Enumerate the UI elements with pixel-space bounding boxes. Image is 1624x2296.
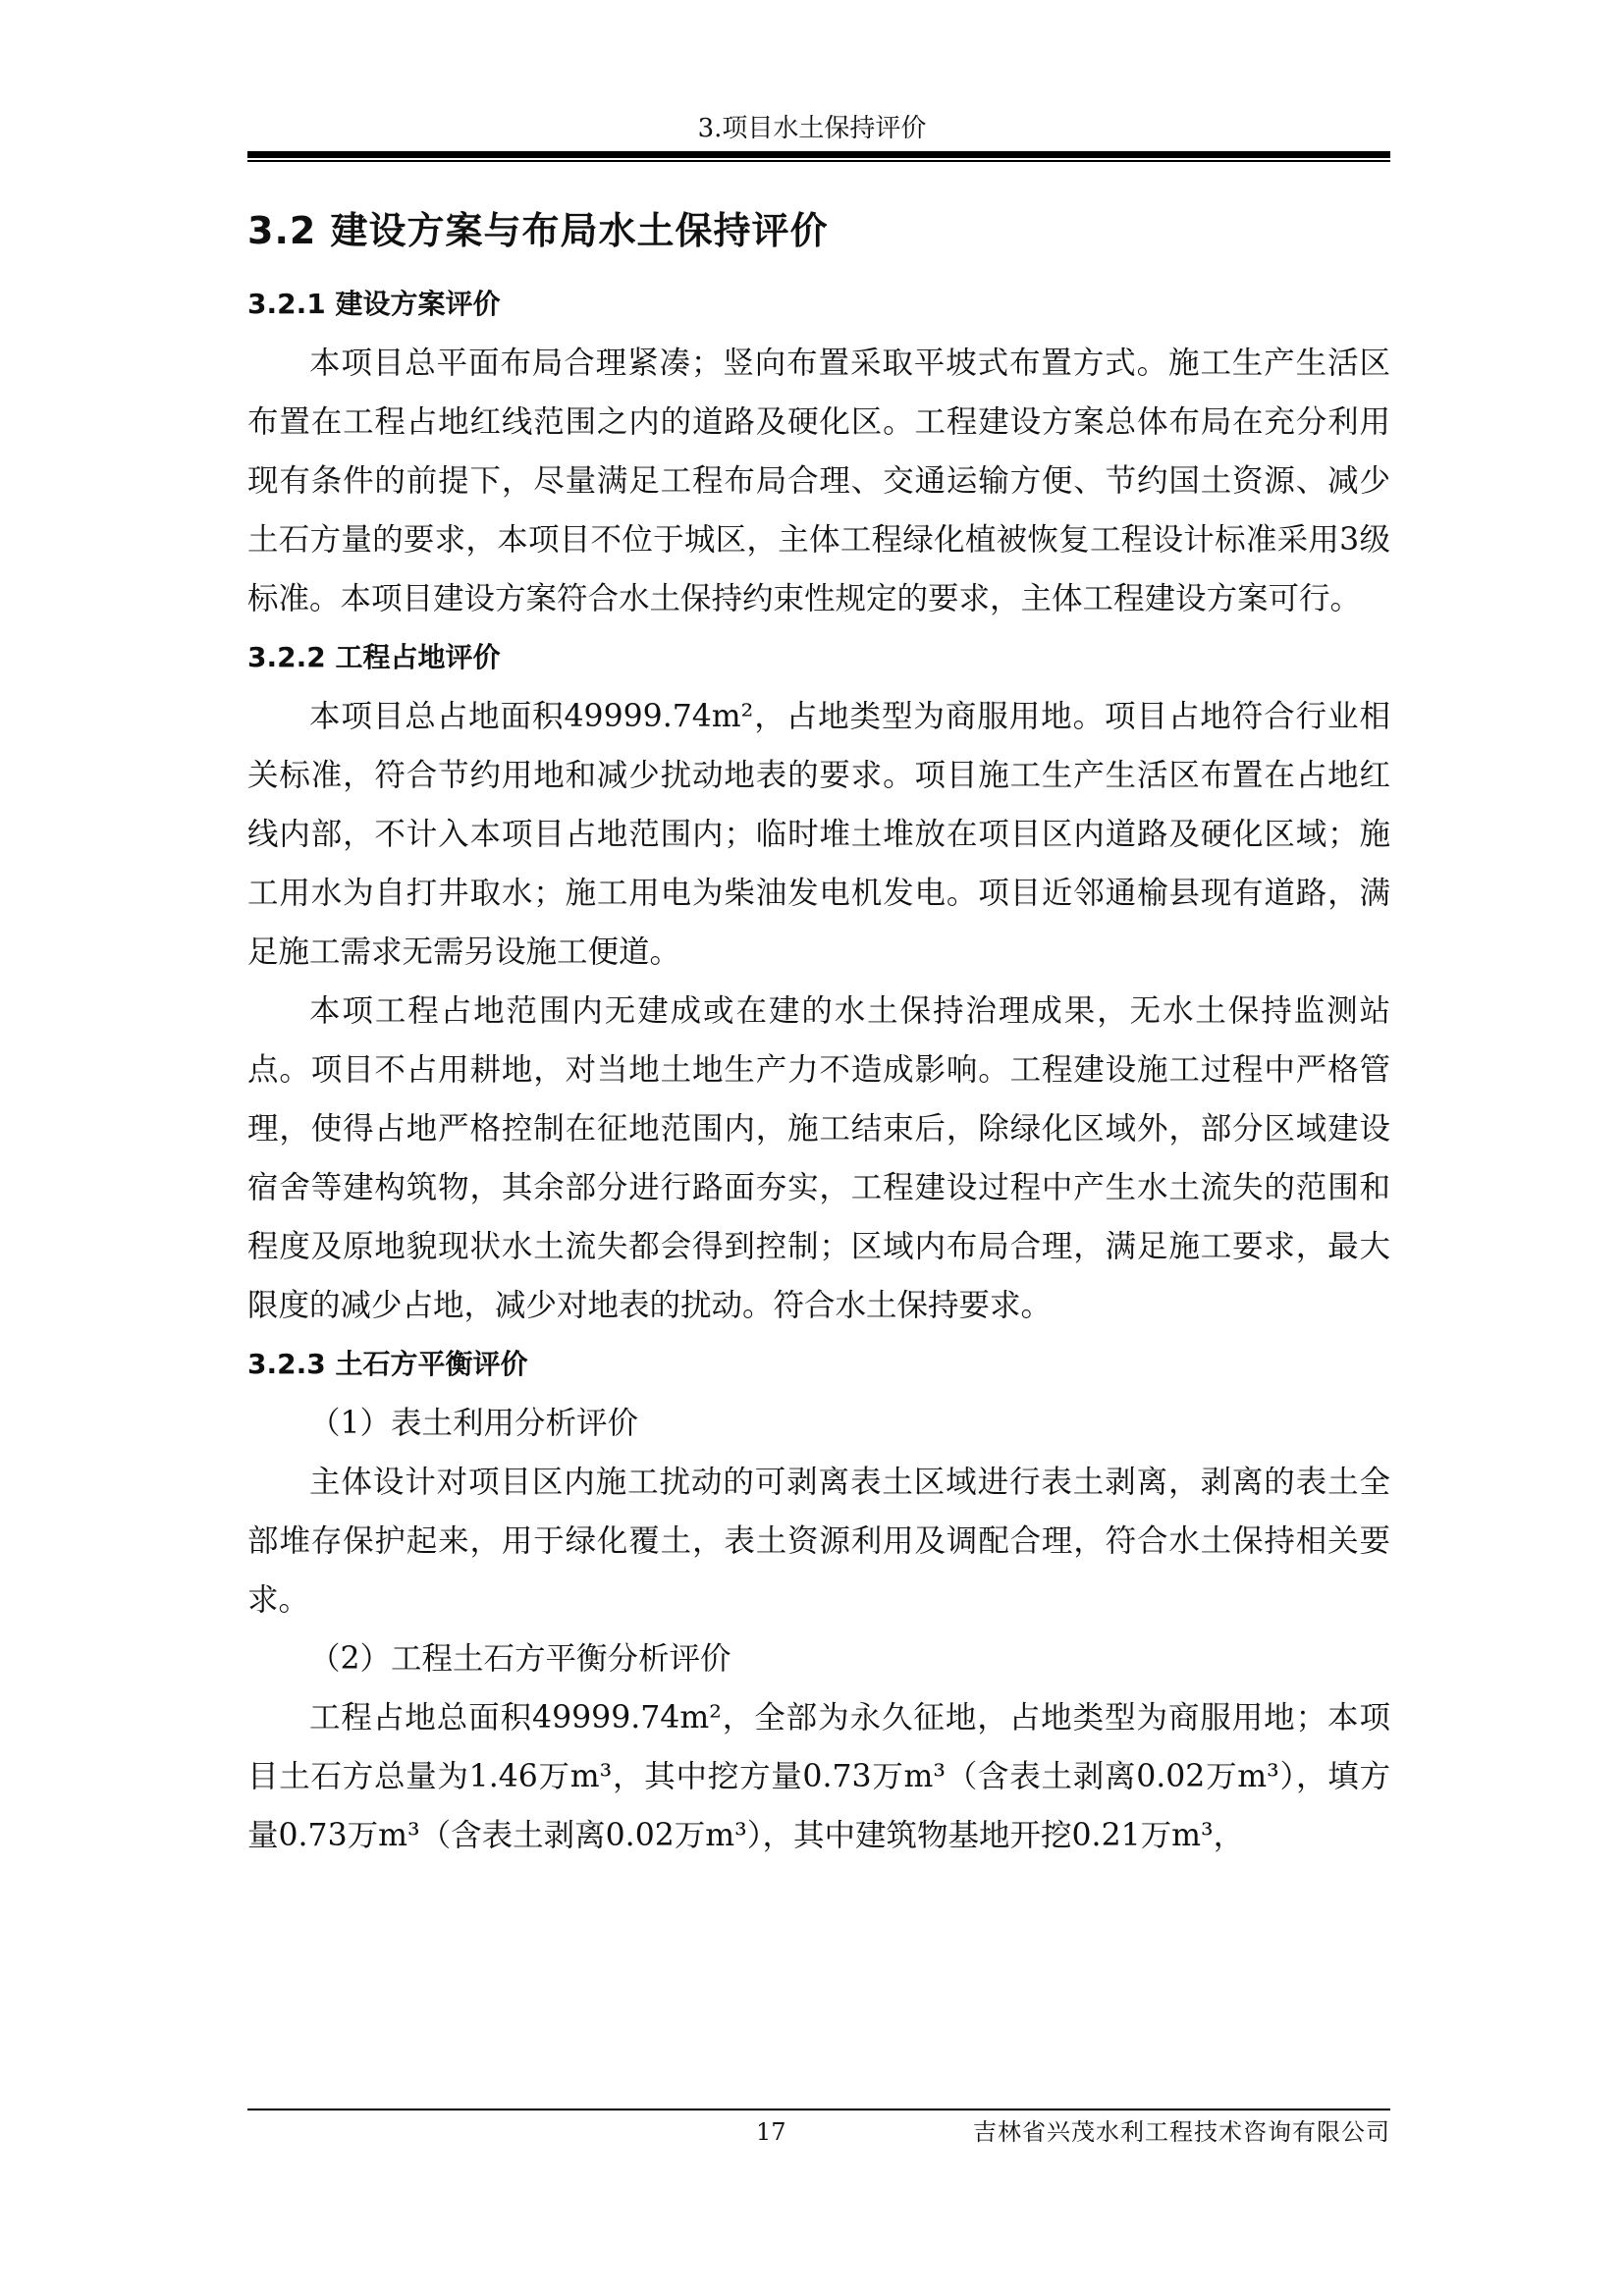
header-rule-thin [247, 160, 1390, 162]
subsection-title: 3.2.1 建设方案评价 [247, 288, 501, 320]
paragraph: 本项工程占地范围内无建成或在建的水土保持治理成果，无水土保持监测站点。项目不占用耕地，对当地土地生产力不造成影响。工程建设施工过程中严格管理，使得占地严格控制在征地范围内，施工结束后，除绿化区域外，部分区域建设宿舍等建构筑物，其余部分进行路面夯实，工程建设过程中产生水土流失的范围和程度及原地貌现状水土流失都会得到控制；区域内布局合理，满足施工要求，最大限度的减少占地，减少对地表的扰动。符合水土保持要求。 [247, 993, 1390, 1323]
header-rule-thick [247, 151, 1390, 158]
running-header: 3.项目水土保持评价 [697, 114, 927, 143]
item-label: （1）表土利用分析评价 [309, 1406, 639, 1441]
section-title: 3.2 建设方案与布局水土保持评价 [247, 209, 829, 252]
company-name: 吉林省兴茂水利工程技术咨询有限公司 [973, 2118, 1390, 2146]
paragraph: 本项目总平面布局合理紧凑；竖向布置采取平坡式布置方式。施工生产生活区布置在工程占地红线范围之内的道路及硬化区。工程建设方案总体布局在充分利用现有条件的前提下，尽量满足工程布局合理、交通运输方便、节约国土资源、减少土石方量的要求，本项目不位于城区，主体工程绿化植被恢复工程设计标准采用3级标准。本项目建设方案符合水土保持约束性规定的要求，主体工程建设方案可行。 [247, 346, 1390, 616]
page-number: 17 [756, 2118, 786, 2146]
item-label: （2）工程土石方平衡分析评价 [309, 1641, 731, 1677]
paragraph: 本项目总占地面积49999.74m²，占地类型为商服用地。项目占地符合行业相关标准，符合节约用地和减少扰动地表的要求。项目施工生产生活区布置在占地红线内部，不计入本项目占地范围内；临时堆土堆放在项目区内道路及硬化区域；施工用水为自打井取水；施工用电为柴油发电机发电。项目近邻通榆县现有道路，满足施工需求无需另设施工便道。 [247, 699, 1390, 970]
footer-rule [247, 2109, 1390, 2110]
subsection-title: 3.2.2 工程占地评价 [247, 641, 501, 673]
subsection-title: 3.2.3 土石方平衡评价 [247, 1348, 528, 1380]
page-content [247, 187, 1390, 1865]
paragraph: 主体设计对项目区内施工扰动的可剥离表土区域进行表土剥离，剥离的表土全部堆存保护起来，用于绿化覆土，表土资源利用及调配合理，符合水土保持相关要求。 [247, 1465, 1390, 1618]
paragraph: 工程占地总面积49999.74m²，全部为永久征地，占地类型为商服用地；本项目土石方总量为1.46万m³，其中挖方量0.73万m³（含表土剥离0.02万m³），填方量0.73万m³（含表土剥离0.02万m³），其中建筑物基地开挖0.21万m³， [247, 1700, 1390, 1853]
